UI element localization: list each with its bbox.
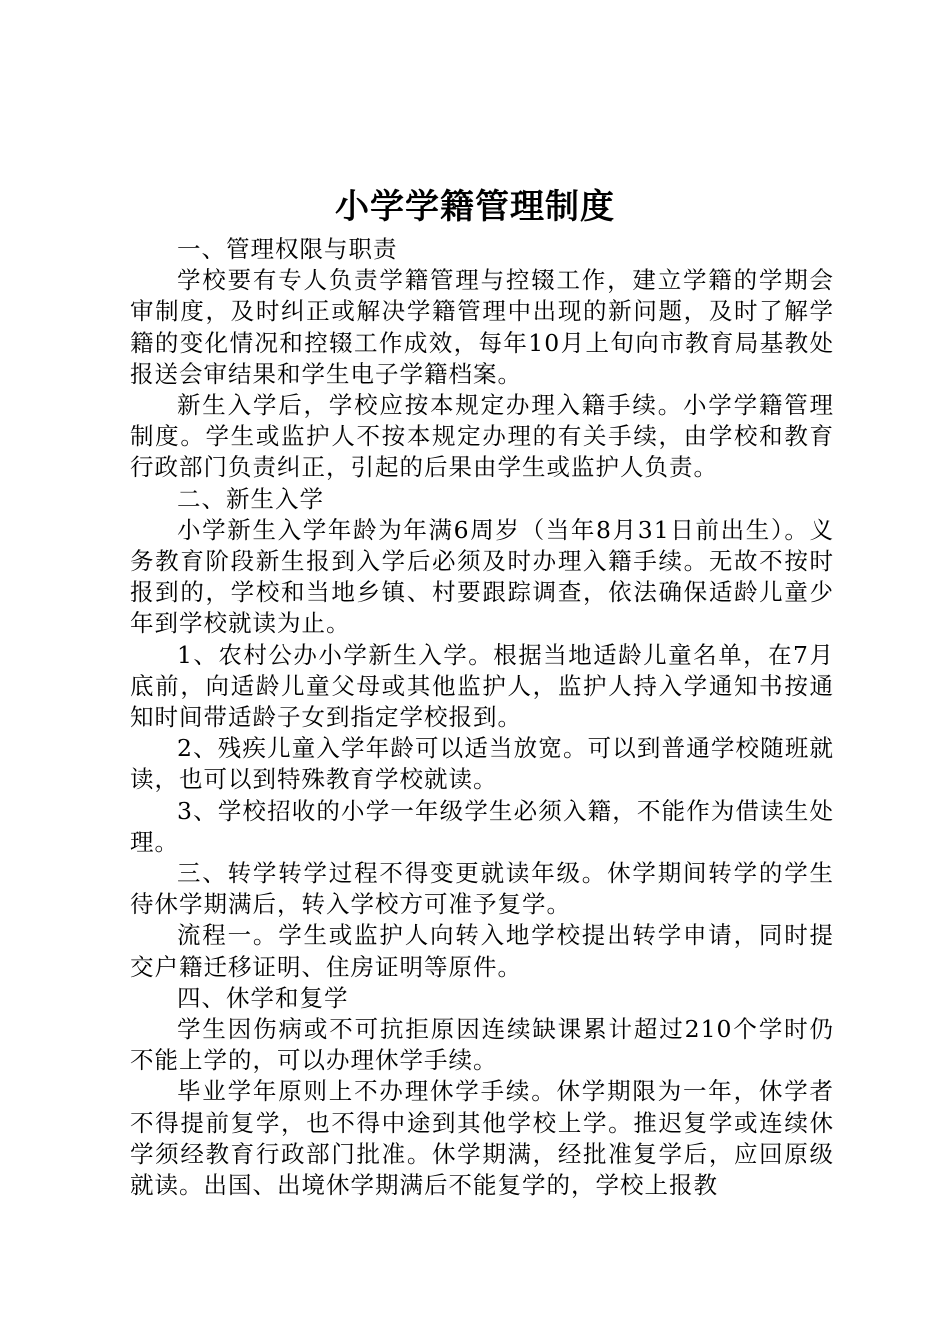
document-body bbox=[130, 234, 834, 1201]
paragraph-enrollment-procedures: 新生入学后，学校应按本规定办理入籍手续。小学学籍管理制度。学生或监护人不按本规定办理的有关手续，由学校和教育行政部门负责纠正，引起的后果由学生或监护人负责。 bbox=[130, 391, 834, 482]
section-heading-new-students: 二、新生入学 bbox=[177, 484, 324, 513]
paragraph-transfer-process: 流程一。学生或监护人向转入地学校提出转学申请，同时提交户籍迁移证明、住房证明等原件。 bbox=[130, 921, 834, 981]
paragraph-management-review: 学校要有专人负责学籍管理与控辍工作，建立学籍的学期会审制度，及时纠正或解决学籍管理中出现的新问题，及时了解学籍的变化情况和控辍工作成效，每年10月上旬向市教育局基教处报送会审结果和学生电子学籍档案。 bbox=[130, 266, 834, 388]
paragraph-rural-admission: 1、农村公办小学新生入学。根据当地适龄儿童名单，在7月底前，向适龄儿童父母或其他监护人，监护人持入学通知书按通知时间带适龄子女到指定学校报到。 bbox=[130, 640, 834, 732]
section-heading-suspension: 四、休学和复学 bbox=[177, 983, 349, 1012]
paragraph-disabled-children: 2、残疾儿童入学年龄可以适当放宽。可以到普通学校随班就读，也可以到特殊教育学校就读。 bbox=[130, 734, 834, 794]
document-title: 小学学籍管理制度 bbox=[335, 187, 615, 227]
paragraph-suspension-rules: 毕业学年原则上不办理休学手续。休学期限为一年，休学者不得提前复学，也不得中途到其他学校上学。推迟复学或连续休学须经教育行政部门批准。休学期满，经批准复学后，应回原级就读。出国、出境休学期满后不能复学的，学校上报教 bbox=[130, 1077, 834, 1200]
paragraph-first-grade-enrollment: 3、学校招收的小学一年级学生必须入籍，不能作为借读生处理。 bbox=[130, 796, 834, 856]
paragraph-admission-age: 小学新生入学年龄为年满6周岁（当年8月31日前出生）。义务教育阶段新生报到入学后必须及时办理入籍手续。无故不按时报到的，学校和当地乡镇、村要跟踪调查，依法确保适龄儿童少年到学校就读为止。 bbox=[130, 515, 834, 638]
section-heading-responsibilities: 一、管理权限与职责 bbox=[177, 235, 398, 263]
paragraph-suspension-conditions: 学生因伤病或不可抗拒原因连续缺课累计超过210个学时仍不能上学的，可以办理休学手续。 bbox=[130, 1015, 834, 1075]
paragraph-transfer: 三、转学转学过程不得变更就读年级。休学期间转学的学生待休学期满后，转入学校方可准予复学。 bbox=[130, 859, 834, 919]
